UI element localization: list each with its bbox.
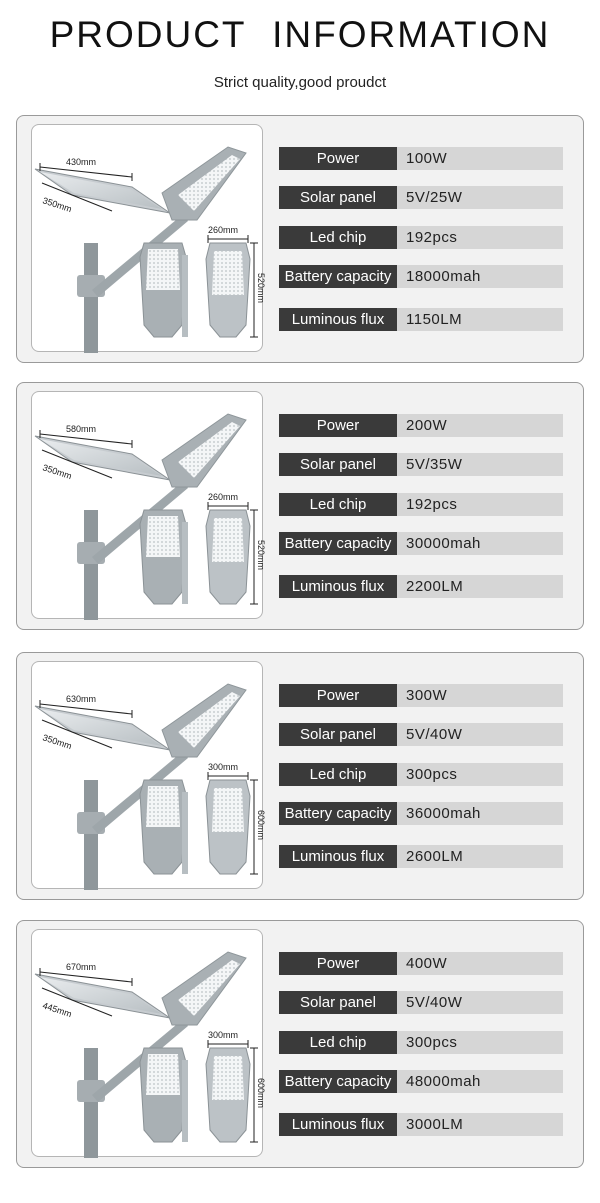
street-light-illustration — [32, 930, 264, 1158]
spec-label: Solar panel — [279, 186, 397, 209]
spec-label: Led chip — [279, 1031, 397, 1054]
spec-row-battery — [279, 1070, 563, 1093]
dim-lamp-height: 520mm — [256, 540, 266, 571]
spec-value: 300pcs — [397, 1031, 563, 1054]
spec-value: 30000mah — [397, 532, 563, 555]
spec-table — [279, 383, 563, 631]
spec-row-led-chip — [279, 493, 563, 516]
product-card-4 — [16, 920, 584, 1168]
spec-label: Power — [279, 684, 397, 707]
product-image — [31, 391, 266, 619]
dim-panel-depth: 350mm — [41, 195, 74, 215]
spec-label: Power — [279, 147, 397, 170]
dim-lamp-width: 300mm — [208, 1030, 239, 1040]
spec-row-power — [279, 414, 563, 437]
spec-label: Battery capacity — [279, 802, 397, 825]
spec-row-led-chip — [279, 1031, 563, 1054]
pole — [84, 243, 98, 353]
spec-value: 200W — [397, 414, 563, 437]
spec-value: 2200LM — [397, 575, 563, 598]
dim-lamp-width: 260mm — [208, 225, 239, 235]
spec-row-solar-panel — [279, 723, 563, 746]
product-card-1 — [16, 115, 584, 363]
spec-label: Led chip — [279, 763, 397, 786]
product-image — [31, 661, 266, 889]
spec-value: 400W — [397, 952, 563, 975]
spec-row-led-chip — [279, 763, 563, 786]
spec-value: 18000mah — [397, 265, 563, 288]
dim-panel-width: 670mm — [66, 962, 97, 972]
product-image — [31, 929, 266, 1157]
spec-row-led-chip — [279, 226, 563, 249]
spec-label: Luminous flux — [279, 845, 397, 868]
spec-label: Luminous flux — [279, 575, 397, 598]
dim-panel-width: 430mm — [66, 157, 97, 167]
spec-value: 3000LM — [397, 1113, 563, 1136]
dim-lamp-width: 260mm — [208, 492, 239, 502]
spec-row-battery — [279, 265, 563, 288]
spec-label: Luminous flux — [279, 308, 397, 331]
page-title: PRODUCT INFORMATION — [49, 14, 551, 55]
dim-panel-width: 580mm — [66, 424, 97, 434]
spec-row-battery — [279, 532, 563, 555]
spec-value: 48000mah — [397, 1070, 563, 1093]
pole — [84, 1048, 98, 1158]
product-card-3 — [16, 652, 584, 900]
spec-table — [279, 653, 563, 901]
spec-label: Luminous flux — [279, 1113, 397, 1136]
dim-panel-depth: 350mm — [41, 462, 74, 482]
product-image — [31, 124, 266, 352]
spec-label: Led chip — [279, 226, 397, 249]
dim-panel-depth: 350mm — [41, 732, 74, 752]
spec-value: 1150LM — [397, 308, 563, 331]
spec-table — [279, 921, 563, 1169]
spec-value: 300pcs — [397, 763, 563, 786]
pole — [84, 780, 98, 890]
street-light-illustration — [32, 662, 264, 890]
spec-label: Battery capacity — [279, 1070, 397, 1093]
spec-value: 300W — [397, 684, 563, 707]
page-subtitle: Strict quality,good proudct — [213, 74, 387, 91]
spec-value: 192pcs — [397, 226, 563, 249]
dim-lamp-width: 300mm — [208, 762, 239, 772]
spec-label: Solar panel — [279, 723, 397, 746]
dim-panel-width: 630mm — [66, 694, 97, 704]
spec-value: 5V/40W — [397, 991, 563, 1014]
spec-row-luminous-flux — [279, 575, 563, 598]
spec-label: Led chip — [279, 493, 397, 516]
spec-row-battery — [279, 802, 563, 825]
spec-row-luminous-flux — [279, 1113, 563, 1136]
spec-row-power — [279, 952, 563, 975]
spec-label: Solar panel — [279, 453, 397, 476]
spec-value: 5V/25W — [397, 186, 563, 209]
street-light-illustration — [32, 125, 264, 353]
spec-row-solar-panel — [279, 991, 563, 1014]
spec-label: Power — [279, 952, 397, 975]
spec-value: 2600LM — [397, 845, 563, 868]
spec-row-solar-panel — [279, 186, 563, 209]
spec-value: 5V/35W — [397, 453, 563, 476]
street-light-illustration — [32, 392, 264, 620]
spec-row-solar-panel — [279, 453, 563, 476]
spec-value: 100W — [397, 147, 563, 170]
spec-value: 5V/40W — [397, 723, 563, 746]
spec-table — [279, 116, 563, 364]
spec-label: Solar panel — [279, 991, 397, 1014]
spec-value: 192pcs — [397, 493, 563, 516]
spec-label: Battery capacity — [279, 265, 397, 288]
spec-row-power — [279, 684, 563, 707]
spec-row-power — [279, 147, 563, 170]
product-card-2 — [16, 382, 584, 630]
dim-lamp-height: 600mm — [256, 810, 266, 841]
dim-panel-depth: 445mm — [41, 1000, 74, 1020]
spec-label: Power — [279, 414, 397, 437]
dim-lamp-height: 520mm — [256, 273, 266, 304]
dim-lamp-height: 600mm — [256, 1078, 266, 1109]
spec-row-luminous-flux — [279, 845, 563, 868]
pole — [84, 510, 98, 620]
spec-value: 36000mah — [397, 802, 563, 825]
spec-label: Battery capacity — [279, 532, 397, 555]
spec-row-luminous-flux — [279, 308, 563, 331]
